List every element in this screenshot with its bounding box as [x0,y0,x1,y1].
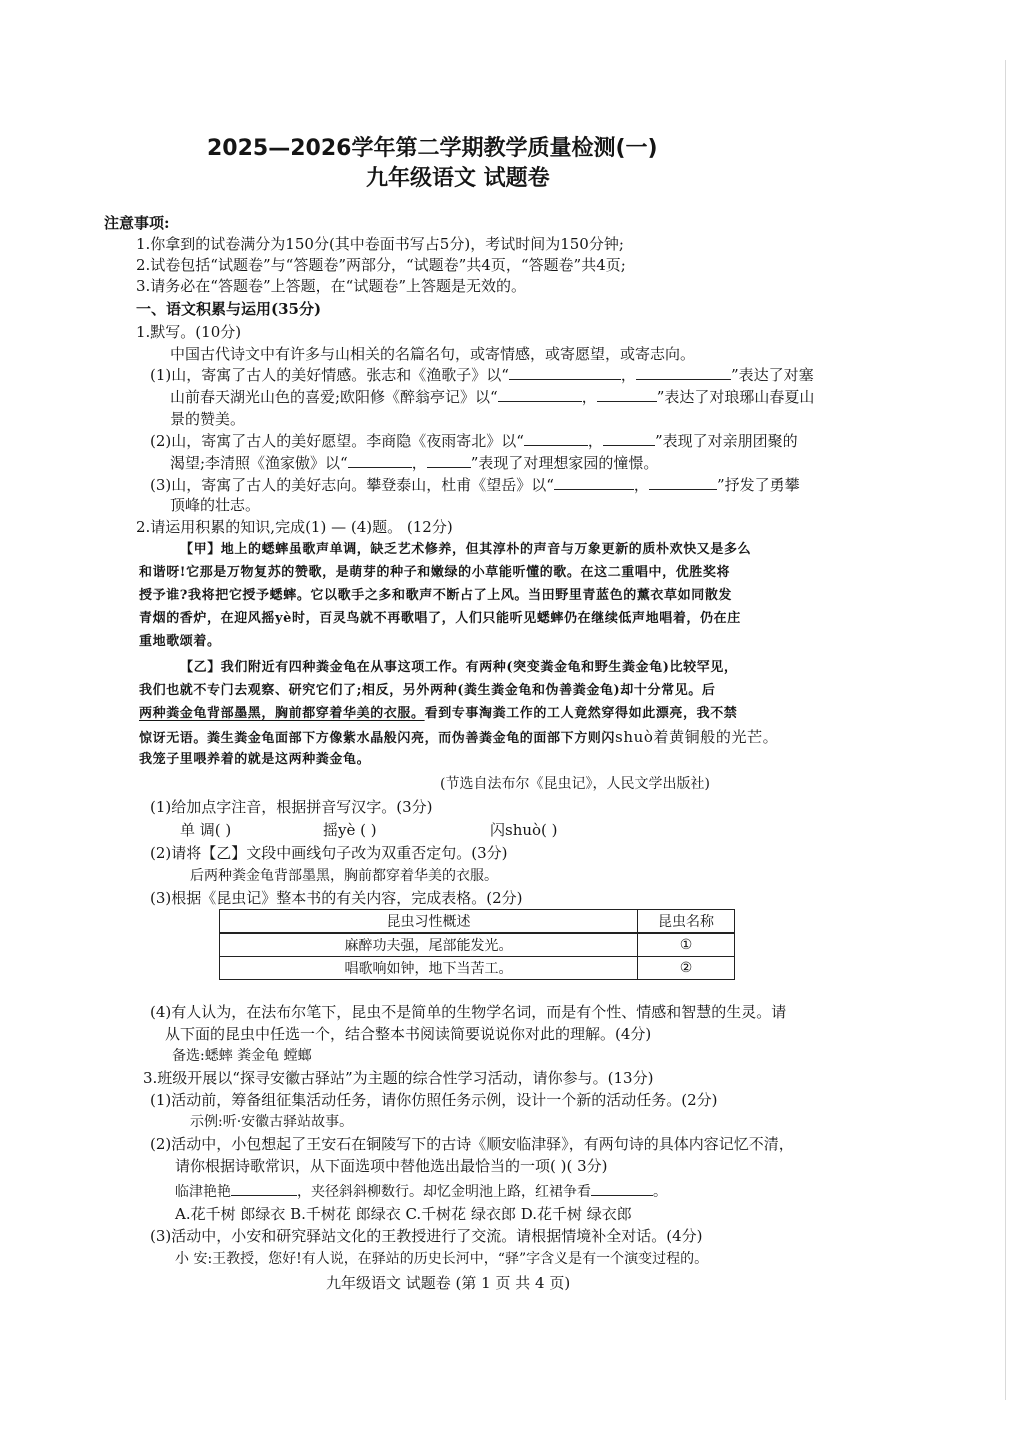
insect-table [219,909,735,980]
pinyin-item: 摇yè ( ) [323,821,377,839]
passage-jia-line: 授予谁?我将把它授予蟋蟀。它以歌手之多和歌声不断占了上风。当田野里青蓝色的薰衣草如同散发 [139,588,733,603]
answer-blank[interactable] [498,387,582,402]
underlined-sentence: 两种粪金龟背部墨黑，胸前都穿着华美的衣服。 [139,706,425,721]
passage-yi-line [139,704,737,724]
q3-sub3-heading: (3)活动中，小安和研究驿站文化的王教授进行了交流。请根据情境补全对话。(4分) [150,1227,703,1245]
q1-part1-line1 [150,365,814,385]
q3-sub2-line1: (2)活动中，小包想起了王安石在铜陵写下的古诗《顺安临津驿》，有两句诗的具体内容记忆不清， [150,1135,794,1153]
table-header: 昆虫习性概述 [220,910,638,934]
answer-blank[interactable] [524,431,588,446]
text: 看到专事淘粪工作的工人竟然穿得如此漂亮，我不禁 [424,706,738,721]
q2-heading: 2.请运用积累的知识,完成(1) — (4)题。 (12分) [136,518,453,536]
exam-subtitle: 九年级语文 试题卷 [366,166,550,191]
q1-part1-line3: 景的赞美。 [170,410,246,428]
answer-blank[interactable] [597,387,657,402]
q1-heading: 1.默写。(10分) [136,323,242,341]
text: (2)山，寄寓了古人的美好愿望。李商隐《夜雨寄北》以“ [150,432,524,450]
page-footer: 九年级语文 试题卷 (第 1 页 共 4 页) [326,1274,571,1292]
text: (3)山，寄寓了古人的美好志向。攀登泰山，杜甫《望岳》以“ [150,476,554,494]
text: ， [633,476,649,494]
q3-heading: 3.班级开展以“探寻安徽古驿站”为主题的综合性学习活动，请你参与。(13分) [143,1069,654,1087]
table-cell: 麻醉功夫强，尾部能发光。 [220,933,638,957]
text: 惊讶无语。粪生粪金龟面部下方像紫水晶般闪亮，而伪善粪金龟的面部下方则闪 [139,731,616,746]
table-cell: 唱歌响如钟，地下当苦工。 [220,957,638,980]
passage-jia-line: 重地歌颂着。 [139,634,221,649]
notes-heading: 注意事项: [104,214,170,232]
q1-intro: 中国古代诗文中有许多与山相关的名篇名句，或寄情感，或寄愿望，或寄志向。 [170,345,696,363]
text: ，夹径斜斜柳数行。却忆金明池上路，红裙争看 [297,1184,591,1200]
answer-blank[interactable] [603,431,655,446]
q1-part2-line1 [150,431,798,451]
q1-part3-line2: 顶峰的壮志。 [170,496,261,514]
text: 临津艳艳 [175,1184,231,1200]
table-cell[interactable]: ① [638,933,735,957]
answer-blank[interactable] [554,475,634,490]
q2-sub4-line2: 从下面的昆虫中任选一个，结合整本书阅读简要说说你对此的理解。(4分) [165,1025,652,1043]
q2-sub2-sentence: 后两种粪金龟背部墨黑，胸前都穿着华美的衣服。 [190,868,498,884]
text: 渴望;李清照《渔家傲》以“ [170,454,348,472]
table-row [220,933,735,957]
pinyin-item: 单 调( ) [180,821,232,839]
q1-part2-line2 [170,453,658,473]
text: ， [581,388,597,406]
note-item: 1.你拿到的试卷满分为150分(其中卷面书写占5分)，考试时间为150分钟; [136,235,624,253]
text: ”表达了对塞 [730,366,814,384]
table-row [220,957,735,980]
passage-yi-line: 我们也就不专门去观察、研究它们了;相反，另外两种(粪生粪金龟和伪善粪金龟)却十分常见。后 [139,683,716,698]
passage-yi-line: 【乙】我们附近有四种粪金龟在从事这项工作。有两种(突变粪金龟和野生粪金龟)比较罕见， [180,660,738,675]
text: ”表达了对琅琊山春夏山 [656,388,815,406]
q3-options: A.花千树 郎绿衣 B.千树花 郎绿衣 C.千树花 绿衣郎 D.花千树 绿衣郎 [175,1205,632,1223]
table-cell[interactable]: ② [638,957,735,980]
exam-title: 2025—2026学年第二学期教学质量检测(一) [207,136,658,161]
page-edge [1005,60,1006,1400]
q3-sub2-line2: 请你根据诗歌常识，从下面选项中替他选出最恰当的一项( )( 3分) [175,1157,608,1175]
q2-sub4-line1: (4)有人认为，在法布尔笔下，昆虫不是简单的生物学名词，而是有个性、情感和智慧的生灵。请 [150,1003,787,1021]
answer-blank[interactable] [427,453,471,468]
note-item: 3.请务必在“答题卷”上答题，在“试题卷”上答题是无效的。 [136,277,526,295]
q1-part1-line2 [170,387,814,407]
text: ”表现了对亲朋团聚的 [654,432,798,450]
answer-blank[interactable] [509,365,621,380]
q2-sub3-heading: (3)根据《昆虫记》整本书的有关内容，完成表格。(2分) [150,889,523,907]
q1-part3-line1 [150,475,800,495]
answer-blank[interactable] [636,365,731,380]
passage-jia-line: 和谐呀!它那是万物复苏的赞歌，是萌芽的种子和嫩绿的小草能听懂的歌。在这二重唱中，优胜奖将 [139,565,731,580]
text: 。 [653,1184,667,1200]
answer-blank[interactable] [649,475,717,490]
text: 山前春天湖光山色的喜爱;欧阳修《醉翁亭记》以“ [170,388,498,406]
table-header: 昆虫名称 [638,910,735,934]
text: ， [411,454,427,472]
answer-blank[interactable] [591,1181,653,1196]
text: ， [620,366,636,384]
q2-sub2-heading: (2)请将【乙】文段中画线句子改为双重否定句。(3分) [150,844,508,862]
q3-poem-line [175,1181,667,1202]
pinyin-item: 闪shuò( ) [490,821,558,839]
note-item: 2.试卷包括“试题卷”与“答题卷”两部分，“试题卷”共4页，“答题卷”共4页; [136,256,626,274]
q2-sub4-options: 备选:蟋蟀 粪金龟 螳螂 [172,1048,312,1064]
passage-jia-line: 青烟的香炉，在迎风摇yè时，百灵鸟就不再歌唱了，人们只能听见蟋蟀仍在继续低声地唱着，仍在庄 [139,611,741,626]
passage-jia-line: 【甲】地上的蟋蟀虽歌声单调，缺乏艺术修养，但其淳朴的声音与万象更新的质朴欢快又是多么 [180,542,752,557]
q3-sub1-heading: (1)活动前，筹备组征集活动任务，请你仿照任务示例，设计一个新的活动任务。(2分) [150,1091,718,1109]
text: (1)山，寄寓了古人的美好情感。张志和《渔歌子》以“ [150,366,509,384]
q3-sub1-example: 示例:听·安徽古驿站故事。 [190,1114,354,1130]
passage-source: (节选自法布尔《昆虫记》，人民文学出版社) [440,776,710,792]
answer-blank[interactable] [231,1181,297,1196]
text: ”表现了对理想家园的憧憬。 [470,454,659,472]
passage-yi-line: 我笼子里喂养着的就是这两种粪金龟。 [139,752,371,767]
q3-sub3-dialog: 小 安:王教授，您好!有人说，在驿站的历史长河中，“驿”字含义是有一个演变过程的。 [175,1251,709,1267]
passage-yi-line [139,727,778,749]
text: ”抒发了勇攀 [716,476,800,494]
table-header-row [220,910,735,934]
text: ， [587,432,603,450]
q2-sub1-heading: (1)给加点字注音，根据拼音写汉字。(3分) [150,798,433,816]
section-heading: 一、语文积累与运用(35分) [136,300,322,318]
answer-blank[interactable] [348,453,412,468]
text: shuò着黄铜般的光芒。 [615,728,779,746]
